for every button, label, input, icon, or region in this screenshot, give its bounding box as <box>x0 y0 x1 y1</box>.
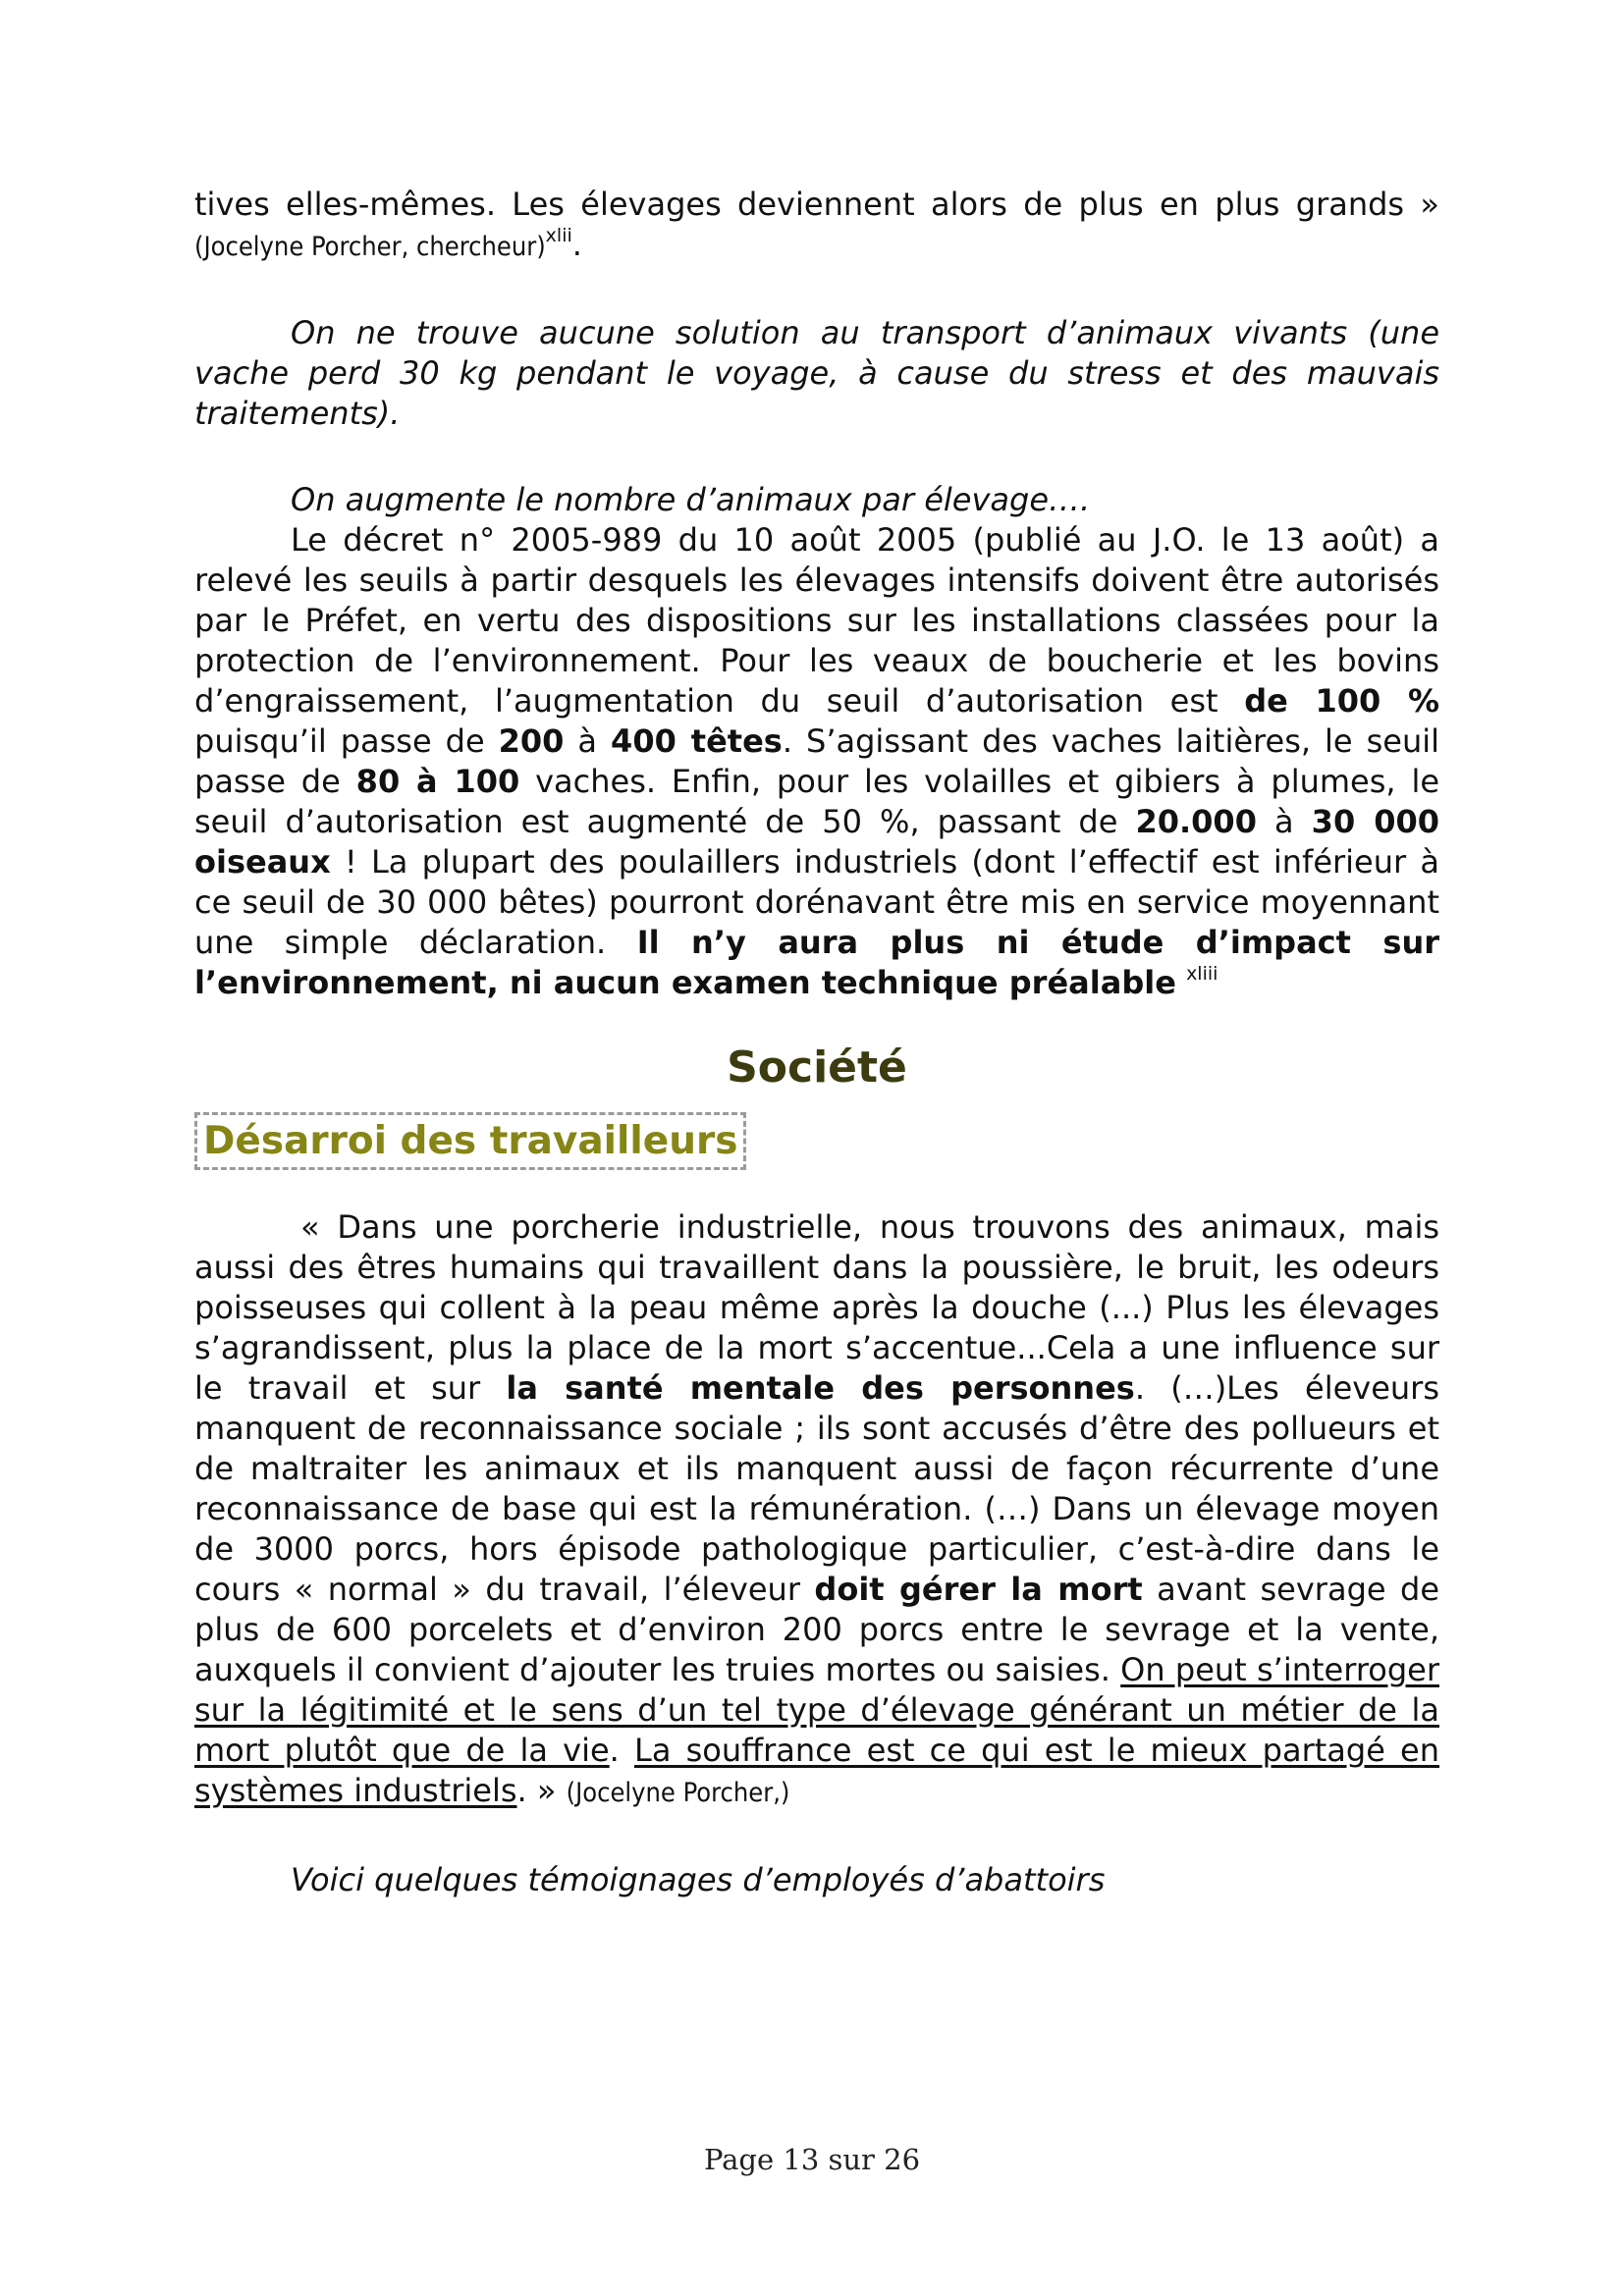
decree-bold-7: Il n’y aura plus ni étude d’impact sur l’environnement, ni aucun examen technique préalable <box>194 924 1439 1001</box>
quote-text-4: . <box>609 1732 634 1769</box>
page-footer: Page 13 sur 26 <box>703 2143 921 2176</box>
decree-bold-4: 80 à 100 <box>355 763 520 800</box>
decree-bold-3: 400 têtes <box>611 722 783 760</box>
decree-text-7: ! La plupart des poulaillers industriels (dont l’effectif est inférieur à ce seuil de 30 000 bêtes) pourront dorénavant être mis en service moyennant une simple déclaration. <box>194 843 1439 961</box>
decree-bold-1: de 100 % <box>1244 682 1439 720</box>
quote-bold-2: doit gérer la mort <box>814 1571 1143 1608</box>
decree-text-4: . S’agissant des vaches laitières, le seuil passe de <box>194 722 1440 800</box>
endnote-ref: xliii <box>1186 963 1218 986</box>
quote-text-2: . (…)Les éleveurs manquent de reconnaissance sociale ; ils sont accusés d’être des pollueurs et de maltraiter les animaux et ils manquent aussi de façon récurrente d’une reconnaissance de base qui est la rémunération. (…) Dans un élevage moyen de 3000 porcs, hors épisode pathologique particulier, c’est-à-dire dans le cours « normal » du travail, l’éleveur <box>194 1369 1439 1608</box>
paragraph-transport: On ne trouve aucune solution au transport d’animaux vivants (une vache perd 30 kg pendant le voyage, à cause du stress et des mauvais traitements). <box>194 314 1439 432</box>
paragraph-decree <box>194 520 1439 1003</box>
quote-text-1: « Dans une porcherie industrielle, nous trouvons des animaux, mais aussi des êtres humains qui travaillent dans la poussière, le bruit, les odeurs poisseuses qui collent à la peau même après la douche (...) Plus les élevages s’agrandissent, plus la place de la mort s’accentue...Cela a une influence sur le travail et sur <box>194 1208 1439 1407</box>
decree-text-6: à <box>1256 803 1312 840</box>
quote-underline-1: On peut s’interroger sur la légitimité et le sens d’un tel type d’élevage générant un métier de la mort plutôt que de la vie <box>194 1651 1440 1769</box>
quote-underline-2: La souffrance est ce qui est le mieux partagé en systèmes industriels <box>194 1732 1440 1809</box>
subheading-frame <box>194 1112 746 1170</box>
period: . <box>571 226 582 263</box>
quote-text-3: avant sevrage de plus de 600 porcelets et d’environ 200 porcs entre le sevrage et la vente, auxquels il convient d’ajouter les truies mortes ou saisies. <box>194 1571 1439 1688</box>
decree-bold-2: 200 <box>498 722 565 760</box>
decree-text-3: à <box>564 722 612 760</box>
citation: (Jocelyne Porcher,) <box>566 1778 790 1808</box>
paragraph-continuation <box>194 185 1439 267</box>
section-title: Société <box>727 1042 907 1093</box>
decree-bold-6: 30 000 oiseaux <box>194 803 1440 881</box>
decree-text-2: puisqu’il passe de <box>194 722 499 760</box>
quote-text-5: . » <box>516 1772 567 1809</box>
page-content <box>194 185 1439 1900</box>
citation: (Jocelyne Porcher, chercheur) <box>194 232 546 262</box>
decree-text-1: Le décret n° 2005-989 du 10 août 2005 (publié au J.O. le 13 août) a relevé les seuils à partir desquels les élevages intensifs doivent être autorisés par le Préfet, en vertu des dispositions sur les installations classées pour la protection de l’environnement. Pour les veaux de boucherie et les bovins d’engraissement, l’augmentation du seuil d’autorisation est <box>194 521 1439 720</box>
endnote-ref: xlii <box>545 225 572 247</box>
continuation-text: tives elles-mêmes. Les élevages deviennent alors de plus en plus grands » <box>194 186 1439 223</box>
subheading: Désarroi des travailleurs <box>203 1119 738 1163</box>
decree-bold-5: 20.000 <box>1135 803 1257 840</box>
paragraph-testimonies: Voici quelques témoignages d’employés d’abattoirs <box>291 1861 1106 1898</box>
quote-bold-1: la santé mentale des personnes <box>506 1369 1135 1407</box>
paragraph-increase: On augmente le nombre d’animaux par élevage…. <box>291 481 1091 518</box>
decree-text-5: vaches. Enfin, pour les volailles et gibiers à plumes, le seuil d’autorisation est augmenté de 50 %, passant de <box>194 763 1440 840</box>
paragraph-quote <box>194 1207 1439 1813</box>
